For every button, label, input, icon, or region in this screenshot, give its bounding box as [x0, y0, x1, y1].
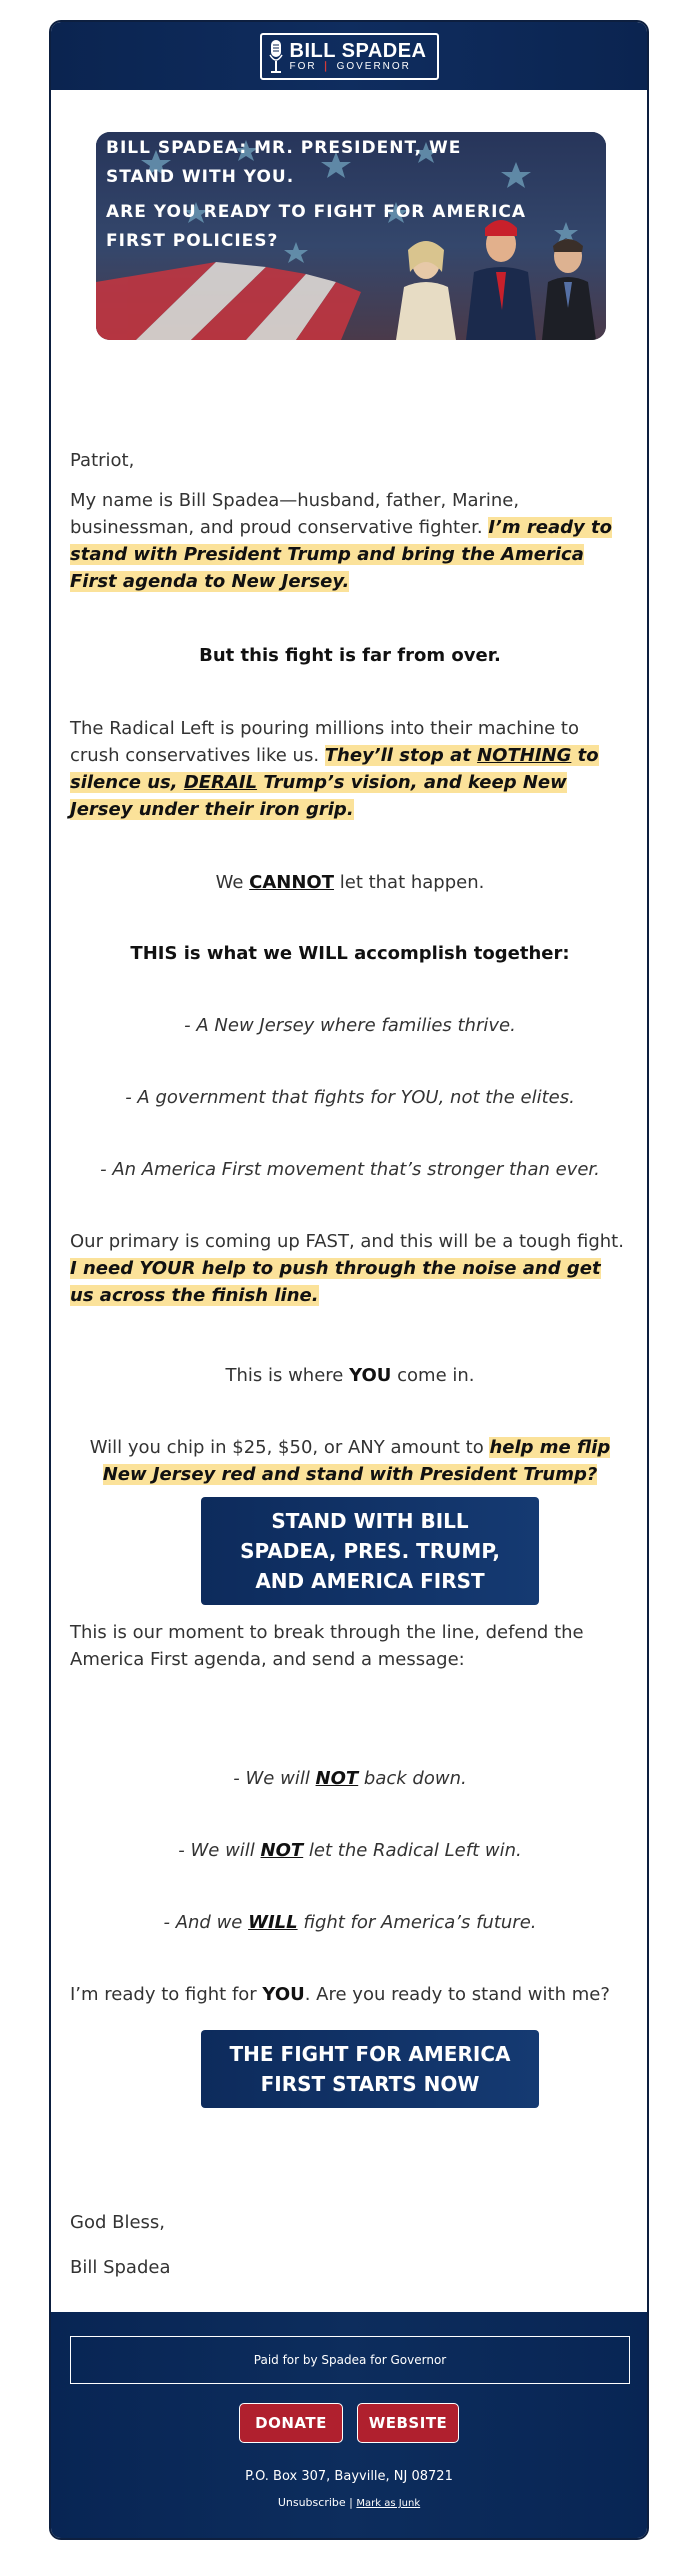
email-header — [51, 22, 647, 90]
hero-headline — [106, 134, 536, 262]
commitment-back-down — [70, 1765, 630, 1792]
unsubscribe-row — [51, 2496, 647, 2509]
cannot-word: CANNOT — [249, 872, 335, 893]
cannot-suffix: let that happen. — [334, 872, 485, 893]
hero-banner-image[interactable] — [96, 132, 606, 340]
hl-part-b: to silence us, — [70, 745, 599, 793]
goal-item-government: - A government that fights for YOU, not the elites. — [125, 1087, 575, 1108]
fight-not-over: But this fight is far from over. — [199, 645, 501, 666]
c1-prefix: - We will — [233, 1768, 316, 1789]
microphone-icon — [268, 39, 284, 75]
email-card — [49, 20, 649, 2540]
unsubscribe-link[interactable]: Unsubscribe — [277, 2496, 346, 2509]
commitment-radical-left — [70, 1837, 630, 1864]
mark-as-junk-link[interactable]: Mark as Junk — [356, 2498, 421, 2509]
hero-line-1: BILL SPADEA: MR. PRESIDENT, WE STAND WITH YOU. — [106, 138, 462, 187]
primary-text: Our primary is coming up FAST, and this will be a tough fight. — [70, 1231, 624, 1252]
c1-suffix: back down. — [358, 1768, 467, 1789]
chip-in-text: Will you chip in $25, $50, or ANY amount to — [89, 1437, 490, 1458]
sign-off: God Bless, — [70, 2212, 166, 2233]
primary-paragraph — [70, 1228, 630, 1309]
goal-item-movement: - An America First movement that’s stronger than ever. — [100, 1159, 600, 1180]
paid-for-disclaimer: Paid for by Spadea for Governor — [70, 2336, 630, 2384]
accomplish-heading: THIS is what we WILL accomplish together: — [130, 943, 570, 964]
logo-for: FOR — [289, 60, 317, 72]
primary-highlight: I need YOUR help to push through the noise and get us across the finish line. — [70, 1258, 601, 1306]
where-prefix: This is where — [225, 1365, 350, 1386]
ready-you: YOU — [262, 1984, 305, 2005]
email-footer — [51, 2312, 647, 2540]
logo-subtitle — [290, 61, 427, 73]
c1-not: NOT — [315, 1768, 359, 1789]
hl-nothing: NOTHING — [477, 745, 572, 766]
c2-suffix: let the Radical Left win. — [303, 1840, 522, 1861]
c3-suffix: fight for America’s future. — [297, 1912, 537, 1933]
mailing-address: P.O. Box 307, Bayville, NJ 08721 — [245, 2469, 453, 2484]
link-separator: | — [349, 2496, 353, 2509]
logo-office: GOVERNOR — [336, 60, 411, 72]
radical-left-paragraph — [70, 715, 630, 823]
hl-part-a: They’ll stop at — [324, 745, 478, 766]
c2-not: NOT — [260, 1840, 304, 1861]
hl-part-c: Trump’s vision, and keep New Jersey under their iron grip. — [70, 772, 567, 820]
hl-derail: DERAIL — [183, 772, 258, 793]
chip-in-highlight: help me flip New Jersey red and stand with President Trump? — [102, 1437, 611, 1485]
website-button[interactable]: WEBSITE — [357, 2403, 459, 2443]
stand-with-donate-button[interactable]: STAND WITH BILL SPADEA, PRES. TRUMP, AND AMERICA FIRST — [201, 1497, 539, 1605]
radical-left-text: The Radical Left is pouring millions into their machine to crush conservatives like us. — [70, 718, 579, 766]
intro-paragraph — [70, 487, 630, 595]
cannot-prefix: We — [215, 872, 250, 893]
c2-prefix: - We will — [178, 1840, 261, 1861]
signature: Bill Spadea — [70, 2257, 171, 2278]
donate-button[interactable]: DONATE — [239, 2403, 343, 2443]
ready-suffix: . Are you ready to stand with me? — [304, 1984, 610, 2005]
intro-text: My name is Bill Spadea—husband, father, Marine, businessman, and proud conservative fighter. — [70, 490, 520, 538]
cannot-let-happen — [70, 869, 630, 896]
commitment-future — [70, 1909, 630, 1936]
c3-will: WILL — [248, 1912, 298, 1933]
ready-to-fight — [70, 1981, 630, 2008]
nj-state-icon: ❘ — [321, 60, 332, 72]
where-you-come-in — [70, 1362, 630, 1389]
moment-paragraph: This is our moment to break through the line, defend the America First agenda, and send a message: — [70, 1622, 584, 1670]
where-you: YOU — [349, 1365, 392, 1386]
where-suffix: come in. — [391, 1365, 475, 1386]
chip-in-paragraph — [70, 1434, 630, 1488]
logo-name: BILL SPADEA — [289, 39, 427, 62]
goal-item-families: - A New Jersey where families thrive. — [184, 1015, 516, 1036]
c3-prefix: - And we — [163, 1912, 249, 1933]
intro-highlight: I’m ready to stand with President Trump and bring the America First agenda to New Jersey. — [70, 517, 612, 592]
hero-line-2: ARE YOU READY TO FIGHT FOR AMERICA FIRST POLICIES? — [106, 202, 527, 251]
logo-wordmark — [290, 41, 427, 73]
ready-prefix: I’m ready to fight for — [70, 1984, 263, 2005]
fight-starts-now-button[interactable]: THE FIGHT FOR AMERICA FIRST STARTS NOW — [201, 2030, 539, 2108]
greeting: Patriot, — [70, 450, 135, 471]
campaign-logo[interactable] — [260, 33, 439, 80]
